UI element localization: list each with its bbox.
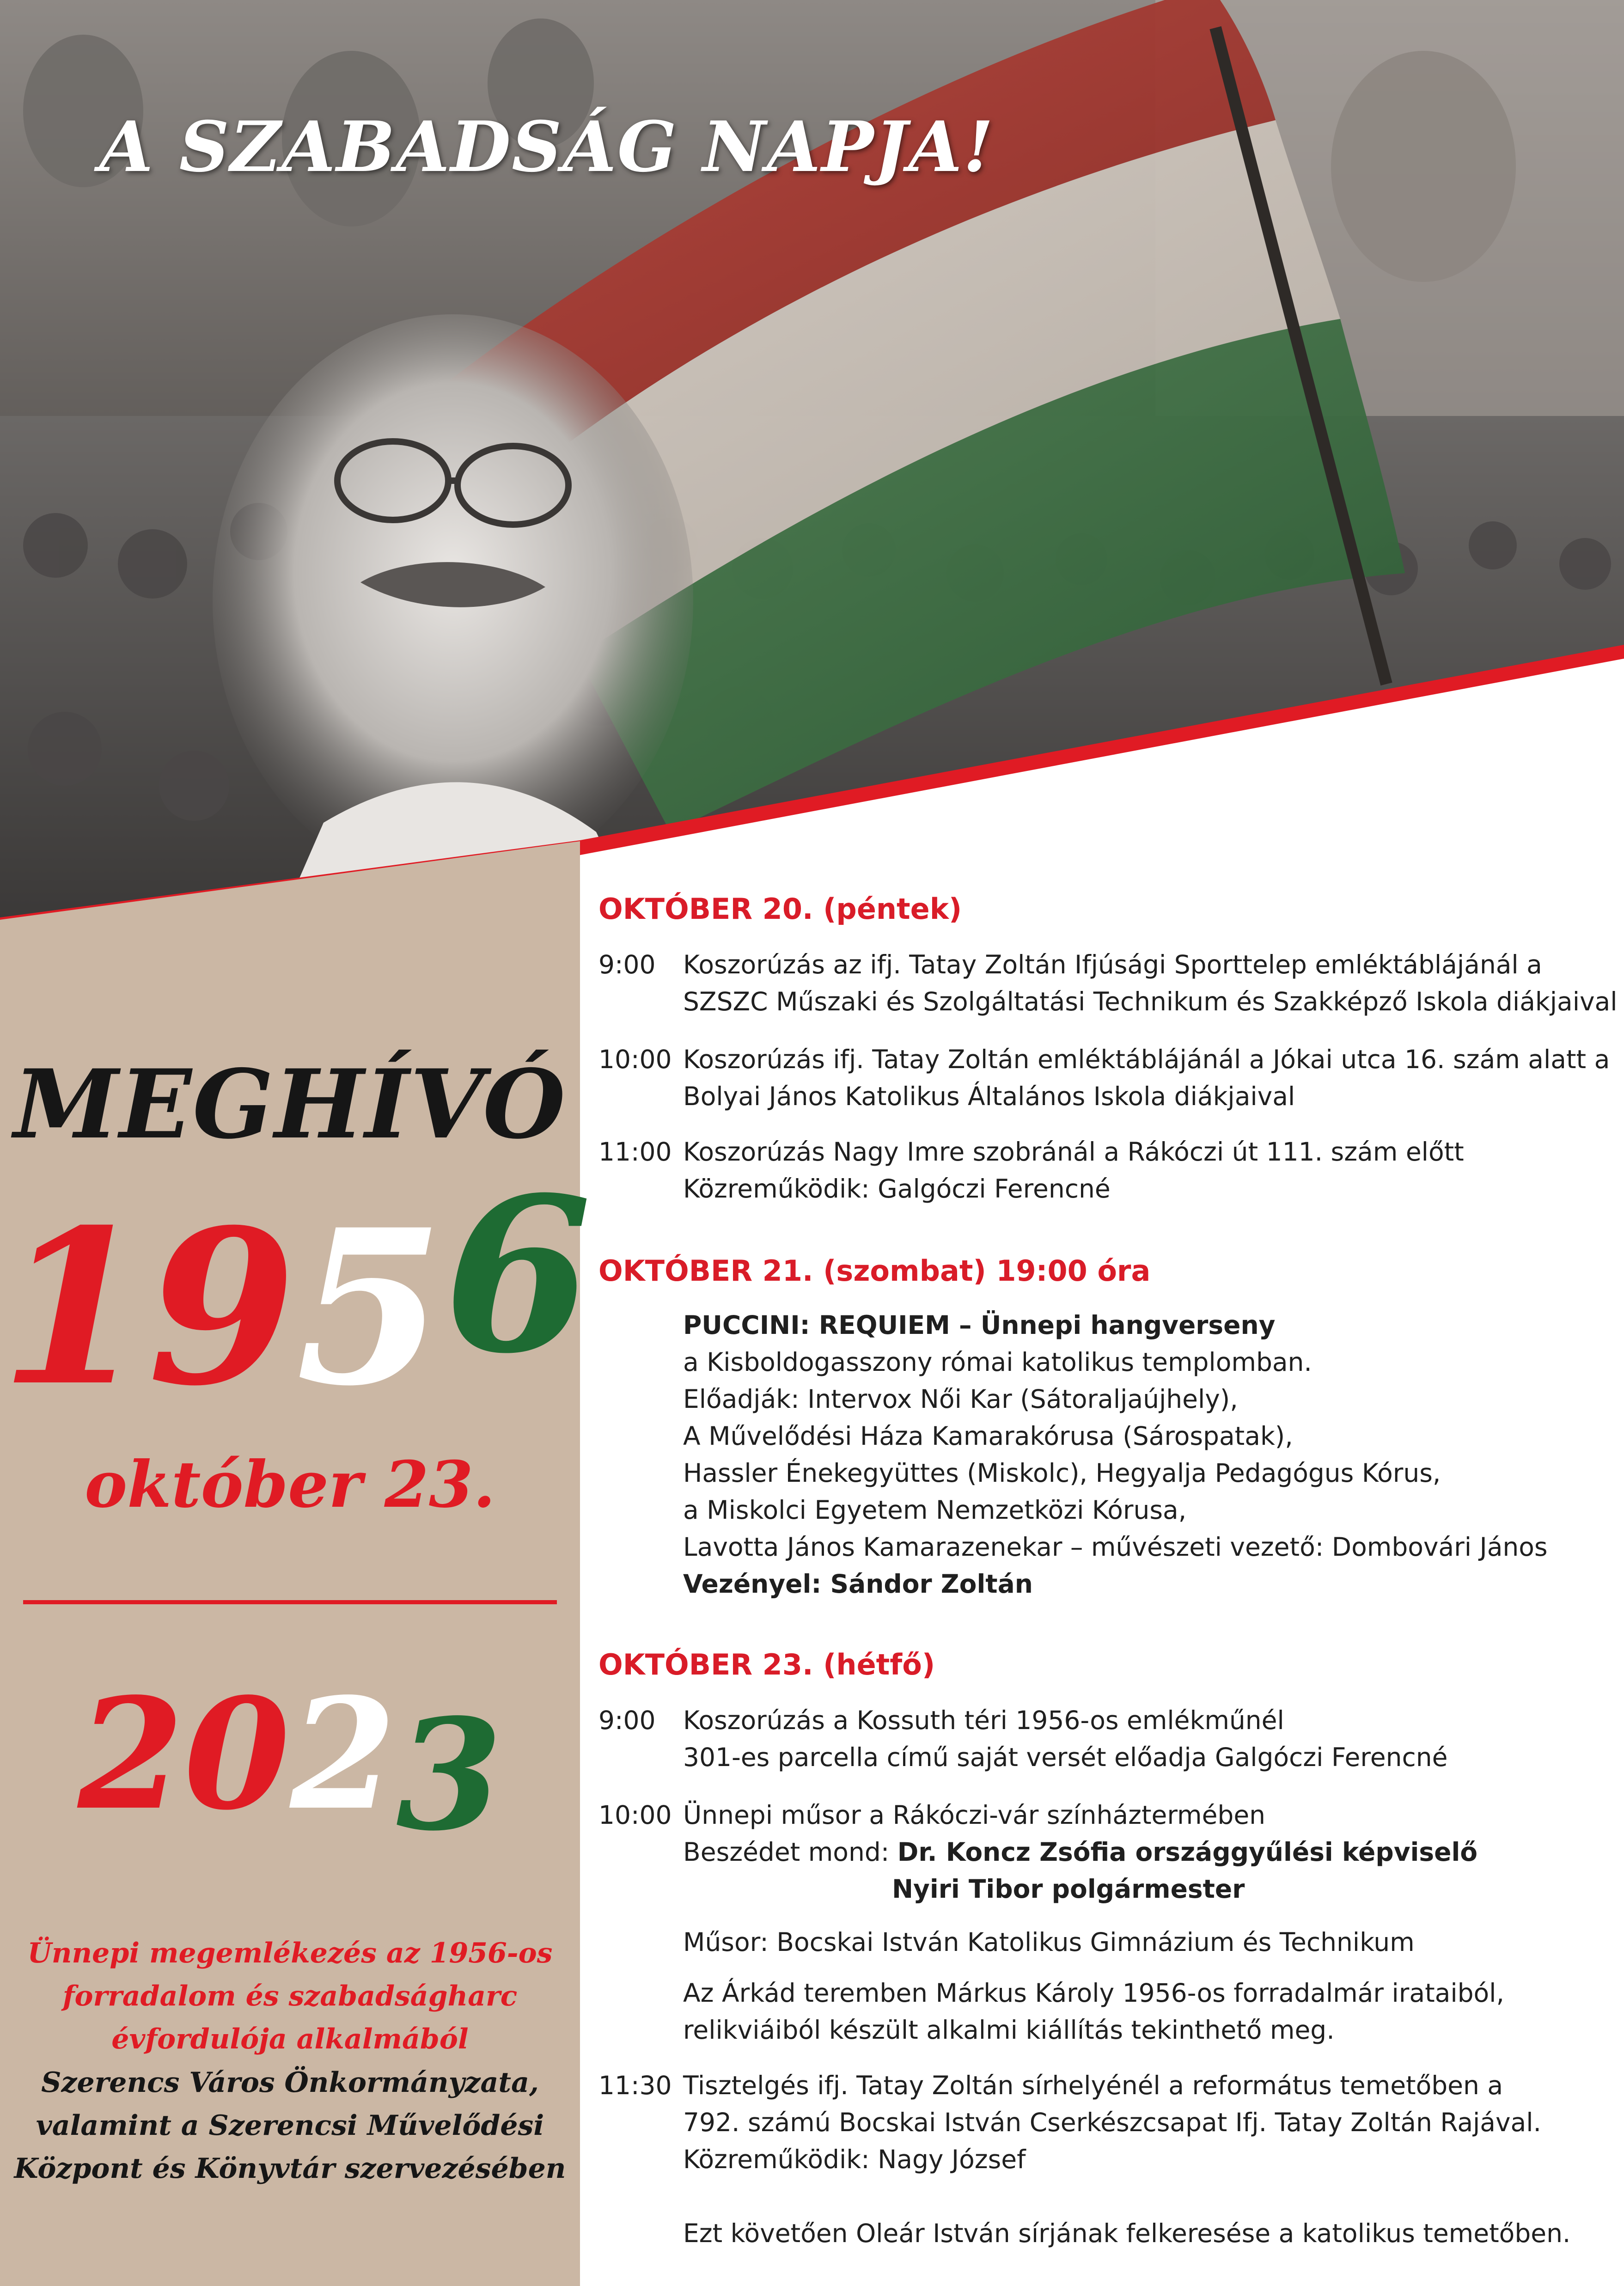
event-line: Közreműködik: Galgóczi Ferencné	[683, 1174, 1111, 1204]
year-2023-digit: 2	[78, 1664, 184, 1844]
commemoration-line: forradalom és szabadságharc	[62, 1980, 518, 2012]
concert-line: A Művelődési Háza Kamarakórusa (Sárospatak),	[683, 1421, 1293, 1451]
event-time: 10:00	[598, 1800, 672, 1830]
event-line: relikviáiból készült alkalmi kiállítás tekinthető meg.	[683, 2015, 1335, 2045]
concert-line: Hassler Énekegyüttes (Miskolc), Hegyalja Pedagógus Kórus,	[683, 1458, 1441, 1488]
year-1956-digit: 6	[444, 1151, 592, 1400]
organizers-note	[14, 2061, 566, 2190]
commemoration-note	[14, 1932, 566, 2061]
event-line: Koszorúzás Nagy Imre szobránál a Rákóczi út 111. szám előtt	[683, 1137, 1464, 1167]
day-heading-oct23: OKTÓBER 23. (hétfő)	[598, 1648, 935, 1681]
concert-line: Előadják: Intervox Női Kar (Sátoraljaújhely),	[683, 1384, 1238, 1414]
concert-line: Lavotta János Kamarazenekar – művészeti vezető: Dombovári János	[683, 1532, 1548, 1562]
commemoration-line: Ünnepi megemlékezés az 1956-os	[27, 1937, 553, 1969]
day-heading-oct21: OKTÓBER 21. (szombat) 19:00 óra	[598, 1254, 1151, 1288]
red-divider	[23, 1600, 557, 1604]
year-1956	[0, 1151, 592, 1433]
event-line: Bolyai János Katolikus Általános Iskola diákjaival	[683, 1082, 1295, 1111]
year-1956-digit: 9	[148, 1183, 296, 1433]
event-line: Az Árkád teremben Márkus Károly 1956-os forradalmár irataiból,	[683, 1978, 1504, 2008]
speaker-name: Dr. Koncz Zsófia országgyűlési képviselő	[897, 1837, 1478, 1867]
year-2023-digit: 3	[396, 1685, 502, 1864]
concert-line: a Miskolci Egyetem Nemzetközi Kórusa,	[683, 1495, 1187, 1525]
concert-title: PUCCINI: REQUIEM – Ünnepi hangverseny	[683, 1310, 1276, 1340]
event-line: Műsor: Bocskai István Katolikus Gimnázium és Technikum	[683, 1927, 1415, 1957]
event-time: 10:00	[598, 1045, 672, 1074]
event-line: Ünnepi műsor a Rákóczi-vár színháztermében	[683, 1800, 1266, 1830]
year-1956-digit: 1	[0, 1183, 148, 1433]
concert-line: a Kisboldogasszony római katolikus templomban.	[683, 1347, 1312, 1377]
speaker-name: Nyiri Tibor polgármester	[892, 1874, 1245, 1904]
organizers-line: Szerencs Város Önkormányzata,	[41, 2066, 539, 2099]
event-line: Tisztelgés ifj. Tatay Zoltán sírhelyénél a református temetőben a	[683, 2071, 1503, 2100]
event-time: 11:30	[598, 2071, 672, 2100]
event-time: 9:00	[598, 950, 656, 979]
event-line: Ezt követően Oleár István sírjának felkeresése a katolikus temetőben.	[683, 2219, 1571, 2248]
page-headline: A SZABADSÁG NAPJA!	[99, 106, 995, 188]
event-time: 11:00	[598, 1137, 672, 1167]
event-line: Koszorúzás ifj. Tatay Zoltán emléktáblájánál a Jókai utca 16. szám alatt a	[683, 1045, 1610, 1074]
event-time: 9:00	[598, 1705, 656, 1735]
organizers-line: valamint a Szerencsi Művelődési	[36, 2109, 544, 2142]
concert-conductor: Vezényel: Sándor Zoltán	[683, 1569, 1033, 1599]
event-line: Koszorúzás a Kossuth téri 1956-os emlékműnél	[683, 1705, 1284, 1735]
day-heading-oct20: OKTÓBER 20. (péntek)	[598, 892, 962, 926]
year-1956-digit: 5	[296, 1183, 444, 1433]
year-2023-digit: 0	[183, 1664, 290, 1844]
year-2023-digit: 2	[290, 1664, 397, 1844]
event-line: 792. számú Bocskai István Cserkészcsapat Ifj. Tatay Zoltán Rajával.	[683, 2108, 1542, 2137]
invitation-title: MEGHÍVÓ	[13, 1049, 567, 1160]
event-date: október 23.	[85, 1447, 495, 1522]
event-line: 301-es parcella című saját versét előadja Galgóczi Ferencné	[683, 1742, 1448, 1772]
commemoration-line: évfordulója alkalmából	[111, 2023, 469, 2055]
event-line: SZSZC Műszaki és Szolgáltatási Technikum és Szakképző Iskola diákjaival	[683, 987, 1618, 1016]
speakers-line	[683, 1837, 1477, 1867]
event-line: Közreműködik: Nagy József	[683, 2145, 1026, 2174]
organizers-line: Központ és Könyvtár szervezésében	[14, 2152, 566, 2185]
event-line: Koszorúzás az ifj. Tatay Zoltán Ifjúsági Sporttelep emléktáblájánál a	[683, 950, 1542, 979]
year-2023	[0, 1664, 580, 1864]
speakers-prefix: Beszédet mond:	[683, 1837, 897, 1867]
